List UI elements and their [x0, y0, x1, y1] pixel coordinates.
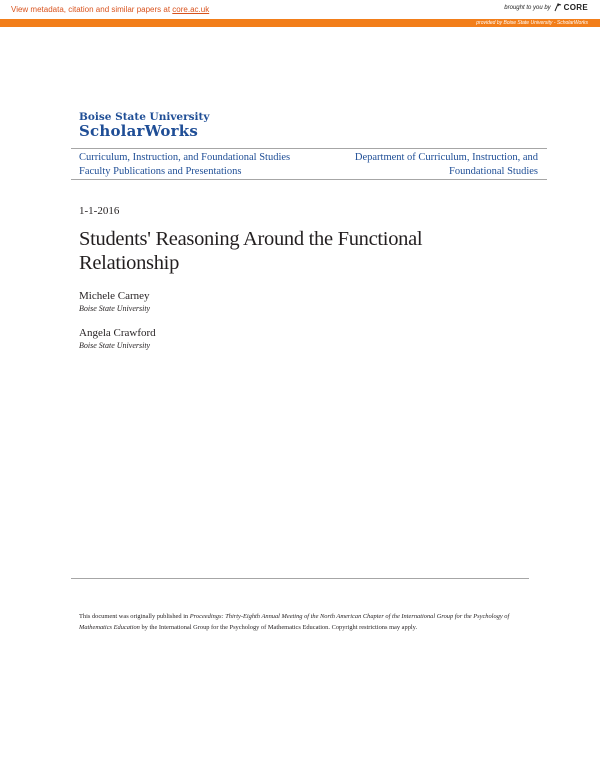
collection-link-right[interactable] — [330, 151, 538, 178]
core-logo — [554, 3, 588, 12]
publication-date: 1-1-2016 — [79, 205, 120, 217]
logo-university: Boise State University — [79, 111, 210, 123]
scholarworks-logo[interactable] — [79, 111, 209, 140]
author-name: Michele Carney — [79, 290, 150, 302]
document-title — [79, 227, 499, 275]
collection-left-line2: Faculty Publications and Presentations — [79, 165, 242, 177]
divider-collections — [71, 179, 547, 180]
core-banner — [0, 0, 600, 20]
metadata-line — [11, 5, 209, 14]
title-line2: Relationship — [79, 252, 180, 274]
author-affiliation: Boise State University — [79, 341, 151, 350]
provided-by-text: provided by Boise State University - ScholarWorks — [476, 20, 588, 26]
logo-scholarworks: ScholarWorks — [79, 122, 198, 140]
core-logo-text: CORE — [563, 3, 588, 12]
core-icon — [554, 3, 562, 12]
brought-to-you[interactable] — [504, 3, 588, 12]
brought-to-you-text: brought to you by — [504, 4, 551, 11]
collection-left-line1: Curriculum, Instruction, and Foundational Studies — [79, 152, 291, 163]
note-proceedings: Proceedings: Thirty-Eighth Annual Meeting of the North American Chapter of the International Group for the Psychology of Mathematics Education — [79, 613, 510, 631]
provider-strip — [0, 19, 600, 27]
title-line1: Students' Reasoning Around the Functional — [79, 228, 423, 250]
publication-note — [79, 612, 524, 633]
metadata-text: View metadata, citation and similar papers at — [11, 5, 173, 14]
collection-link-left[interactable] — [79, 151, 329, 178]
note-part1: This document was originally published in — [79, 613, 190, 620]
collection-right-line1: Department of Curriculum, Instruction, and — [354, 152, 538, 163]
author-2 — [79, 327, 156, 351]
author-1 — [79, 290, 150, 314]
divider-top — [71, 148, 547, 149]
author-name: Angela Crawford — [79, 327, 156, 339]
note-part3: by the International Group for the Psychology of Mathematics Education. Copyright restrictions may apply. — [139, 623, 418, 631]
divider-bottom — [71, 578, 529, 579]
core-link[interactable]: core.ac.uk — [172, 5, 210, 14]
author-affiliation: Boise State University — [79, 304, 151, 313]
collection-right-line2: Foundational Studies — [449, 165, 538, 177]
